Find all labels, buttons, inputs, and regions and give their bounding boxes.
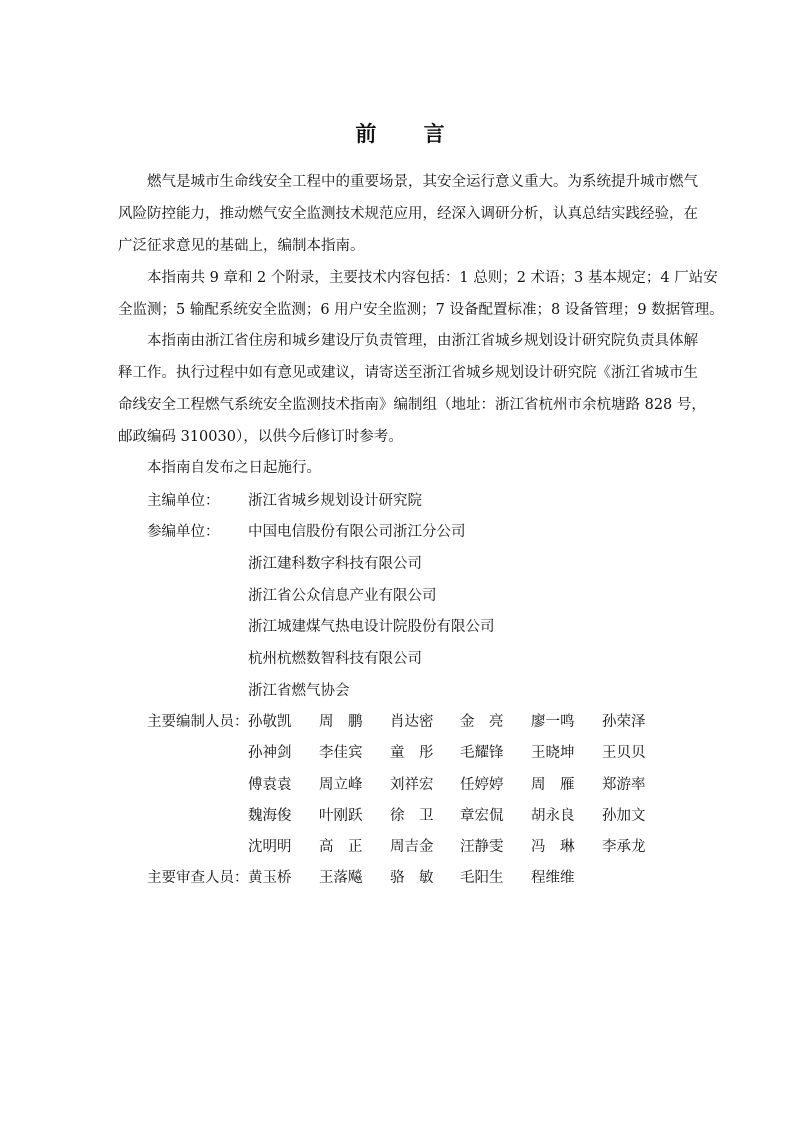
chief-editor-label: 主编单位：	[147, 493, 220, 509]
drafter-name: 刘祥宏	[390, 777, 434, 793]
paragraph-management	[118, 325, 706, 453]
paragraph-line: 全监测；5 输配系统安全监测；6 用户安全监测；7 设备配置标准；8 设备管理；9 数据管理。	[118, 302, 724, 318]
drafter-name: 傅袁袁	[248, 777, 292, 793]
drafter-name: 肖达密	[390, 714, 434, 730]
page-title: 前 言	[355, 122, 465, 146]
drafter-name: 胡永良	[531, 808, 575, 824]
drafter-name: 徐 卫	[390, 808, 434, 824]
drafter-name: 金 亮	[460, 714, 504, 730]
co-editor-label: 参编单位：	[147, 524, 220, 540]
co-editor-unit: 浙江城建煤气热电设计院股份有限公司	[248, 619, 495, 635]
drafter-name: 李承龙	[602, 839, 646, 855]
paragraph-line: 风险防控能力，推动燃气安全监测技术规范应用，经深入调研分析，认真总结实践经验，在	[118, 206, 698, 222]
paragraph-line: 本指南由浙江省住房和城乡建设厅负责管理，由浙江省城乡规划设计研究院负责具体解	[147, 333, 698, 349]
co-editor-unit: 杭州杭燃数智科技有限公司	[248, 651, 422, 667]
paragraph-contents	[118, 262, 724, 326]
drafter-name: 郑游率	[602, 777, 646, 793]
reviewer-name: 骆 敏	[390, 870, 434, 886]
drafter-name: 汪静雯	[460, 839, 504, 855]
drafter-name: 周立峰	[319, 777, 363, 793]
drafter-name: 王贝贝	[602, 745, 646, 761]
drafter-name: 魏海俊	[248, 808, 292, 824]
co-editor-unit: 浙江省公众信息产业有限公司	[248, 588, 437, 604]
drafter-name: 廖一鸣	[531, 714, 575, 730]
drafter-name: 任婷婷	[460, 777, 504, 793]
drafter-name: 李佳宾	[319, 745, 363, 761]
co-editor-unit: 浙江建科数字科技有限公司	[248, 556, 422, 572]
reviewer-name: 毛阳生	[460, 870, 504, 886]
reviewer-name: 黄玉桥	[248, 870, 292, 886]
paragraph-line: 释工作。执行过程中如有意见或建议，请寄送至浙江省城乡规划设计研究院《浙江省城市生	[118, 365, 698, 381]
drafter-name: 孙荣泽	[602, 714, 646, 730]
paragraph-line: 本指南共 9 章和 2 个附录，主要技术内容包括：1 总则；2 术语；3 基本规定；4 厂站安	[147, 270, 718, 286]
drafter-name: 周吉金	[390, 839, 434, 855]
drafter-name: 童 彤	[390, 745, 434, 761]
effective-statement: 本指南自发布之日起施行。	[147, 460, 321, 476]
drafter-name: 冯 琳	[531, 839, 575, 855]
reviewer-name: 王落飚	[319, 870, 363, 886]
co-editor-unit: 浙江省燃气协会	[248, 683, 350, 699]
drafter-name: 孙神剑	[248, 745, 292, 761]
drafter-name: 章宏侃	[460, 808, 504, 824]
drafters-label: 主要编制人员：	[147, 714, 249, 730]
drafter-name: 叶刚跃	[319, 808, 363, 824]
drafter-name: 周 鹏	[319, 714, 363, 730]
paragraph-line: 广泛征求意见的基础上，编制本指南。	[118, 238, 365, 254]
chief-editor-unit: 浙江省城乡规划设计研究院	[248, 493, 422, 509]
paragraph-line: 命线安全工程燃气系统安全监测技术指南》编制组（地址：浙江省杭州市余杭塘路 828 号，	[118, 397, 706, 413]
paragraph-line: 邮政编码 310030），以供今后修订时参考。	[118, 429, 403, 445]
co-editor-unit: 中国电信股份有限公司浙江分公司	[248, 524, 466, 540]
drafter-name: 王晓坤	[531, 745, 575, 761]
drafter-name: 周 雁	[531, 777, 575, 793]
drafter-name: 沈明明	[248, 839, 292, 855]
drafter-name: 孙加文	[602, 808, 646, 824]
paragraph-line: 燃气是城市生命线安全工程中的重要场景，其安全运行意义重大。为系统提升城市燃气	[147, 174, 698, 190]
drafter-name: 孙敬凯	[248, 714, 292, 730]
drafter-name: 毛耀锋	[460, 745, 504, 761]
drafter-name: 高 正	[319, 839, 363, 855]
paragraph-intro	[118, 166, 698, 262]
reviewer-name: 程维维	[531, 870, 575, 886]
reviewers-label: 主要审查人员：	[147, 870, 249, 886]
